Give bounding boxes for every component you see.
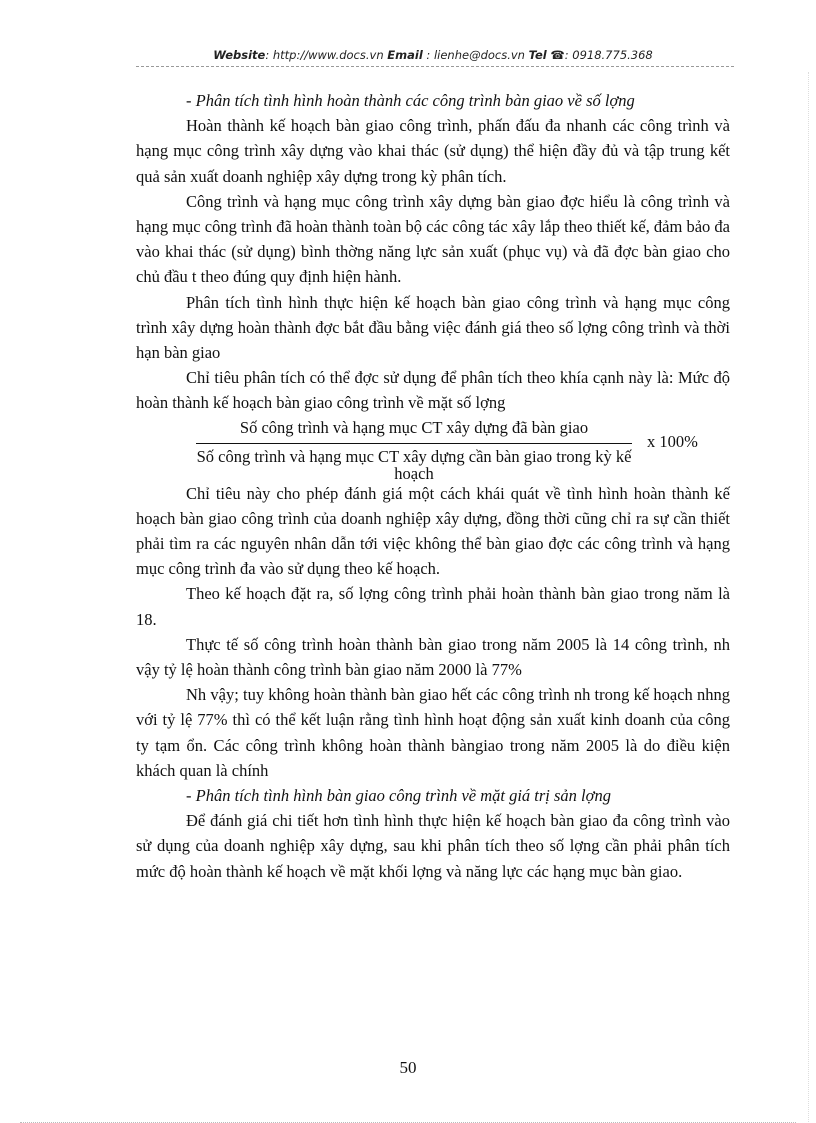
paragraph: Nh vậy; tuy không hoàn thành bàn giao hết các công trình nh trong kế hoạch nhng với tỷ lệ 77% thì có thể kết luận rằng tình hình hoạt động sản xuất kinh doanh của công ty tạm ổn. Các công trình không hoàn thành bàngiao trong năm 2005 là do điều kiện khách quan là chính [136, 685, 730, 780]
email-address[interactable]: : lienhe@docs.vn [426, 48, 525, 62]
page-header [136, 48, 730, 62]
section-heading-quantity: - Phân tích tình hình hoàn thành các công trình bàn giao về số lợng [186, 91, 635, 110]
paragraph: Thực tế số công trình hoàn thành bàn giao trong năm 2005 là 14 công trình, nh vậy tỷ lệ hoàn thành công trình bàn giao năm 2000 là 77% [136, 634, 730, 680]
paragraph: Hoàn thành kế hoạch bàn giao công trình, phấn đấu đa nhanh các công trình và hạng mục công trình xây dựng vào khai thác (sử dụng) thể hiện đầy đủ và tập trung kết quả sản xuất doanh nghiệp xây dựng trong kỳ phân tích. [136, 116, 730, 186]
formula-fraction [196, 417, 632, 482]
header-divider [136, 66, 734, 67]
section-heading-value: - Phân tích tình hình bàn giao công trình về mặt giá trị sản lợng [186, 786, 611, 806]
website-url[interactable]: : http://www.docs.vn [265, 48, 384, 62]
fraction-bar [196, 443, 632, 444]
formula-numerator: Số công trình và hạng mục CT xây dựng đã bàn giao [239, 417, 589, 437]
telephone-icon: ☎ [550, 48, 565, 62]
paragraph: Theo kế hoạch đặt ra, số lợng công trình phải hoàn thành bàn giao trong năm là 18. [136, 584, 730, 629]
formula-multiplier: x 100% [647, 431, 698, 451]
formula-denominator: Số công trình và hạng mục CT xây dựng cần bàn giao trong kỳ kế hoạch [196, 446, 632, 483]
paragraph: Chỉ tiêu này cho phép đánh giá một cách khái quát về tình hình hoàn thành kế hoạch bàn giao công trình của doanh nghiệp xây dựng, đồng thời cũng chỉ ra sự cần thiết phải tìm ra các nguyên nhân dẫn tới việc không thể bàn giao đợc các công trình và hạng mục công trình đa vào sử dụng theo kế hoạch. [136, 483, 730, 579]
tel-number: : 0918.775.368 [564, 48, 653, 62]
paragraph: Chỉ tiêu phân tích có thể đợc sử dụng để phân tích theo khía cạnh này là: Mức độ hoàn thành kế hoạch bàn giao công trình về mặt số lợng [136, 368, 730, 413]
page-edge-line [808, 72, 809, 1122]
paragraph: Công trình và hạng mục công trình xây dựng bàn giao đợc hiểu là công trình và hạng mục công trình đã hoàn thành toàn bộ các công tác xây lắp theo thiết kế, đảm bảo đa vào khai thác (sử dụng) bình thờng năng lực sản xuất (phục vụ) và đã đợc bàn giao cho chủ đầu t theo đúng quy định hiện hành. [136, 191, 730, 287]
page-number: 50 [399, 1058, 417, 1077]
tel-label: Tel [528, 48, 547, 62]
paragraph: Để đánh giá chi tiết hơn tình hình thực hiện kế hoạch bàn giao đa công trình vào sử dụng của doanh nghiệp xây dựng, sau khi phân tích theo số lợng cần phải phân tích mức độ hoàn thành kế hoạch về mặt khối lợng và năng lực các hạng mục bàn giao. [136, 811, 730, 881]
email-label: Email [387, 48, 423, 62]
completion-ratio-formula [136, 417, 730, 483]
website-label: Website [213, 48, 266, 62]
paragraph: Phân tích tình hình thực hiện kế hoạch bàn giao công trình và hạng mục công trình xây dựng hoàn thành đợc bắt đầu bằng việc đánh giá theo số lợng công trình và thời hạn bàn giao [136, 292, 730, 363]
page-body [136, 88, 730, 884]
